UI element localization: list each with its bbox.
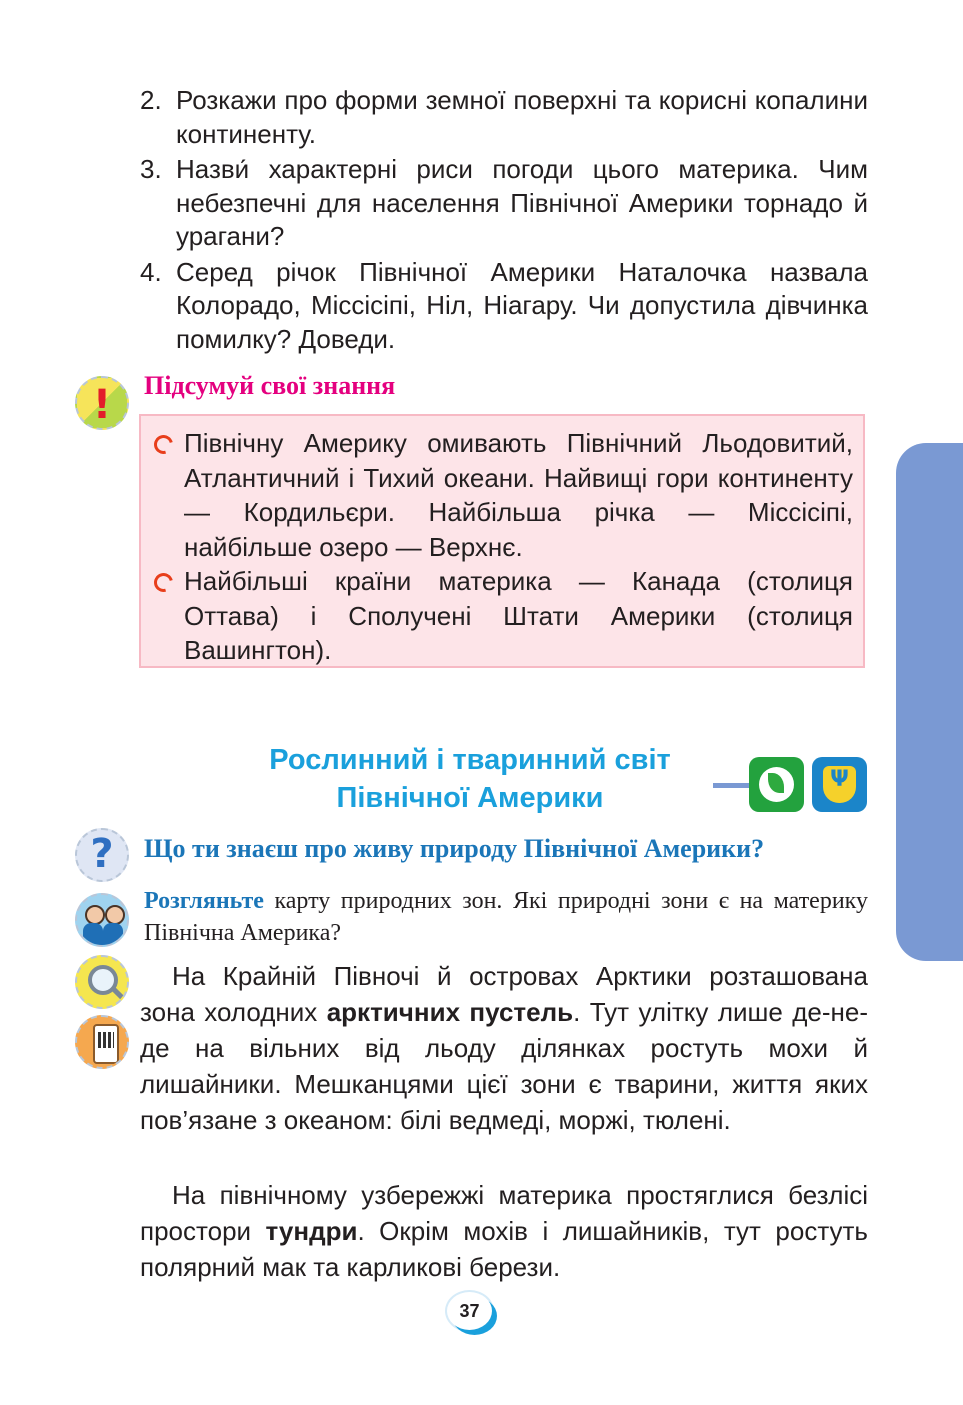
paragraph-text: На Крайній Півночі й островах Арктики розташована зона холодних [140, 961, 868, 1027]
question-item [140, 256, 868, 357]
qr-code-icon [75, 1015, 129, 1069]
section-title-line1: Рослинний і тваринний світ [269, 744, 671, 776]
heading-divider [713, 783, 753, 788]
question-number: 3. [140, 154, 162, 184]
question-item [140, 153, 868, 254]
question-text: Розкажи про форми земної поверхні та корисні копалини континенту. [176, 85, 868, 149]
term-bold: арктичних пустель [326, 997, 574, 1027]
question-item [140, 84, 868, 151]
question-text: Серед річок Північної Америки Наталочка назвала Колорадо, Міссісіпі, Ніл, Ніагару. Чи допустила дівчинка помилку? Доведи. [176, 256, 868, 354]
term-bold: тундри [265, 1216, 358, 1246]
pair-work-icon [75, 893, 129, 947]
question-text: Назви́ характерні риси погоди цього материка. Чим небезпечні для населення Північної Америки торнадо й урагани? [176, 154, 868, 251]
section-heading [200, 741, 740, 817]
paragraph-text: . Тут улітку лише де-не-де на вільних від льоду ділянках ростуть мохи й лишайники. Мешканцями цієї зони є тварини, життя яких пов’язане з океаном: білі ведмеді, моржі, тюлені. [140, 997, 868, 1135]
exclamation-icon: ! [75, 376, 129, 430]
side-tab [896, 443, 963, 961]
paragraph-arctic [140, 958, 868, 1138]
question-mark-icon: ? [75, 828, 129, 882]
question-number: 2. [140, 85, 162, 115]
summary-bullet [153, 564, 853, 668]
warmup-question: Що ти знаєш про живу природу Північної Америки? [144, 834, 765, 863]
summary-title: Підсумуй свої знання [144, 371, 396, 400]
questions-list [140, 84, 868, 358]
summary-box [139, 414, 865, 668]
question-number: 4. [140, 256, 162, 287]
task-lead: Розгляньте [144, 888, 264, 914]
page-number: 37 [447, 1292, 492, 1330]
paragraph-text: На північному узбережжі материка простяглися безлісі простори [140, 1180, 868, 1246]
summary-bullet-text: Найбільші країни материка — Канада (столиця Оттава) і Сполучені Штати Америки (столиця Вашингтон). [184, 566, 853, 665]
ukraine-coat-of-arms-icon: Ψ [812, 757, 867, 812]
section-title-line2: Північної Америки [336, 782, 604, 814]
task-text [144, 885, 868, 949]
task-body: карту природних зон. Які природні зони є на материку Північна Америка? [144, 888, 868, 946]
paragraph-text: . Окрім мохів і лишайників, тут ростуть полярний мак та карликові берези. [140, 1216, 868, 1282]
summary-bullet [153, 426, 853, 564]
bullet-ring-icon [151, 570, 177, 596]
paragraph-tundra [140, 1177, 868, 1285]
summary-bullet-text: Північну Америку омивають Північний Льодовитий, Атлантичний і Тихий океани. Найвищі гори континенту — Кордильєри. Найбільша річка — Міссісіпі, найбільше озеро — Верхнє. [184, 428, 853, 562]
ecology-icon [749, 757, 804, 812]
magnifier-icon [75, 955, 129, 1009]
bullet-ring-icon [151, 432, 177, 458]
